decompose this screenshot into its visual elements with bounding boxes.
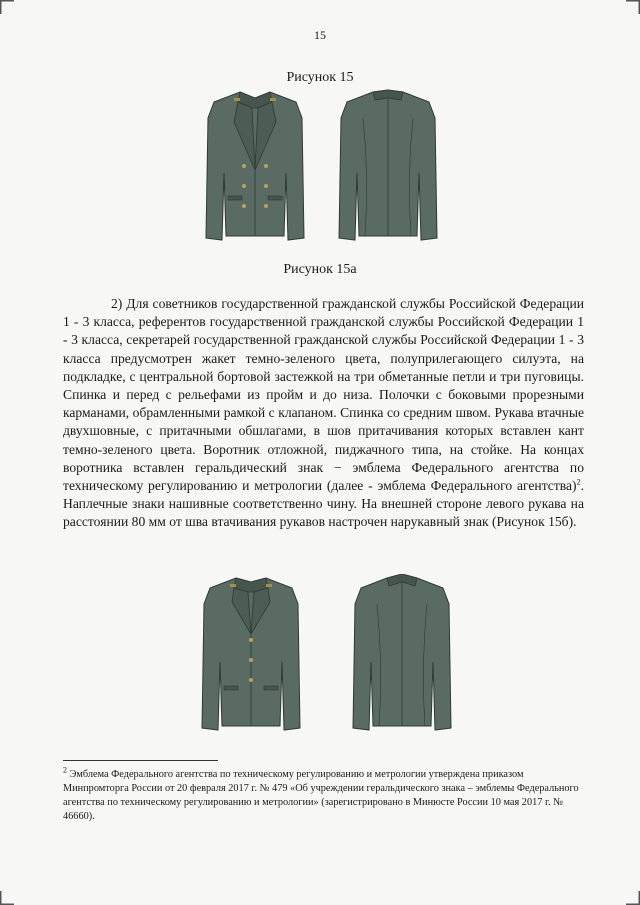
scan-corner-mark	[626, 0, 640, 14]
footnote-marker: 2	[63, 765, 67, 775]
scan-corner-mark	[0, 891, 14, 905]
footnote-reference: 2	[576, 477, 581, 487]
jacket-front-figure-15b	[196, 574, 306, 734]
body-paragraph	[63, 295, 584, 532]
scan-corner-mark	[0, 0, 14, 14]
jacket-back-figure-15b	[347, 574, 457, 734]
footnote-separator	[63, 760, 218, 761]
scan-corner-mark	[626, 891, 640, 905]
figure-15a-caption: Рисунок 15а	[283, 262, 357, 277]
paragraph-text-part-1: 2) Для советников государственной гражданской службы Российской Федерации 1 - 3 класса, референтов государственной гражданской службы Российской Федерации 1 - 3 класса, секретарей государственной гражданской службы Российской Федерации 1 - 3 класса предусмотрен жакет темно-зеленого цвета, полуприлегающего силуэта, на подкладке, с центральной бортовой застежкой на три обметанные петли и три пуговицы. Спинка и перед с рельефами из пройм и до низа. Полочки с боковыми прорезными карманами, обрамленными рамкой с клапаном. Спинка со средним швом. Рукава втачные двухшовные, с притачными обшлагами, в шов притачивания которых вставлен кант темно-зеленого цвета. Воротник отложной, пиджачного типа, на стойке. На концах воротника вставлен геральдический знак − эмблема Федерального агентства по техническому регулированию и метрологии (далее - эмблема Федерального агентства)	[63, 296, 584, 494]
page-number: 15	[314, 28, 326, 42]
paragraph-text-part-2: . Наплечные знаки нашивные соответственно чину. На внешней стороне левого рукава на расстоянии 80 мм от шва втачивания рукавов настрочен нарукавный знак (Рисунок 15б).	[63, 478, 584, 530]
jacket-back-figure-15	[333, 88, 443, 243]
figure-15-caption: Рисунок 15	[286, 70, 354, 85]
jacket-front-figure-15	[200, 88, 310, 243]
footnote-text: Эмблема Федерального агентства по техническому регулированию и метрологии утверждена приказом Минпромторга России от 20 февраля 2017 г. № 479 «Об учреждении геральдического знака – эмблемы Федерального агентства по техническому регулированию и метрологии» (зарегистрировано в Минюсте России 10 мая 2017 г. № 46660).	[63, 769, 579, 822]
footnote	[63, 765, 583, 824]
